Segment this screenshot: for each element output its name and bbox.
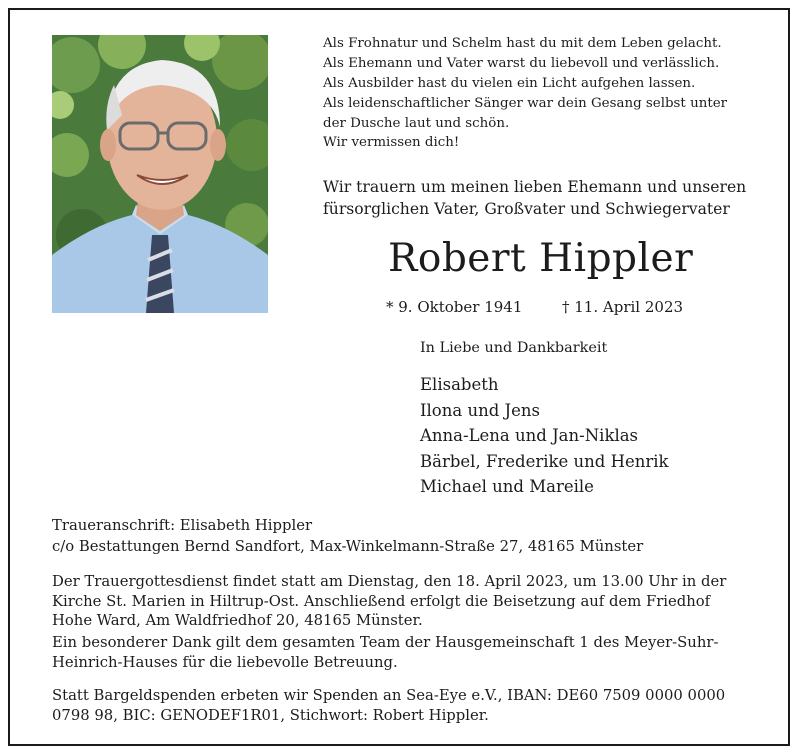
address-line: Traueranschrift: Elisabeth Hippler <box>52 517 313 534</box>
we-miss-you: Wir vermissen dich! <box>323 135 460 150</box>
poem-line: Als Ausbilder hast du vielen ein Licht aufgehen lassen. <box>323 76 696 91</box>
family-member: Ilona und Jens <box>420 400 540 420</box>
portrait-illustration <box>52 35 268 313</box>
family-member: Michael und Mareile <box>420 477 594 496</box>
intro-line: fürsorglichen Vater, Großvater und Schwiegervater <box>323 200 730 218</box>
in-love-line: In Liebe und Dankbarkeit <box>420 340 608 356</box>
poem-line: Als leidenschaftlicher Sänger war dein Gesang selbst unter <box>323 96 728 111</box>
family-member: Elisabeth <box>420 375 499 394</box>
donation-line: 0798 98, BIC: GENODEF1R01, Stichwort: Robert Hippler. <box>52 706 489 724</box>
service-line: Hohe Ward, Am Waldfriedhof 20, 48165 Münster. <box>52 612 423 629</box>
poem-line: Als Ehemann und Vater warst du liebevoll und verlässlich. <box>323 56 720 71</box>
poem <box>323 34 763 134</box>
intro-line: Wir trauern um meinen lieben Ehemann und unseren <box>323 178 747 196</box>
birth-date: * 9. Oktober 1941 <box>386 298 523 316</box>
mourning-address <box>52 515 643 557</box>
portrait-photo <box>52 35 268 313</box>
service-line: Der Trauergottesdienst findet statt am Dienstag, den 18. April 2023, um 13.00 Uhr in der <box>52 573 727 590</box>
mourning-intro <box>323 176 746 220</box>
family-member: Bärbel, Frederike und Henrik <box>420 451 669 471</box>
thanks-note <box>52 633 752 672</box>
donation-note <box>52 686 752 725</box>
thanks-line: Heinrich-Hauses für die liebevolle Betreuung. <box>52 653 398 671</box>
service-line: Kirche St. Marien in Hiltrup-Ost. Anschließend erfolgt die Beisetzung auf dem Friedhof <box>52 592 711 610</box>
service-info <box>52 572 752 631</box>
donation-line: Statt Bargeldspenden erbeten wir Spenden an Sea-Eye e.V., IBAN: DE60 7509 0000 0000 <box>52 687 726 704</box>
family-member: Anna-Lena und Jan-Niklas <box>420 426 639 445</box>
address-line: c/o Bestattungen Bernd Sandfort, Max-Winkelmann-Straße 27, 48165 Münster <box>52 538 644 555</box>
poem-line: der Dusche laut und schön. <box>323 116 510 131</box>
poem-line: Als Frohnatur und Schelm hast du mit dem Leben gelacht. <box>323 36 722 51</box>
thanks-line: Ein besonderer Dank gilt dem gesamten Team der Hausgemeinschaft 1 des Meyer-Suhr- <box>52 634 719 651</box>
family-list <box>420 372 669 500</box>
deceased-name: Robert Hippler <box>388 236 694 281</box>
death-date: † 11. April 2023 <box>562 298 684 316</box>
